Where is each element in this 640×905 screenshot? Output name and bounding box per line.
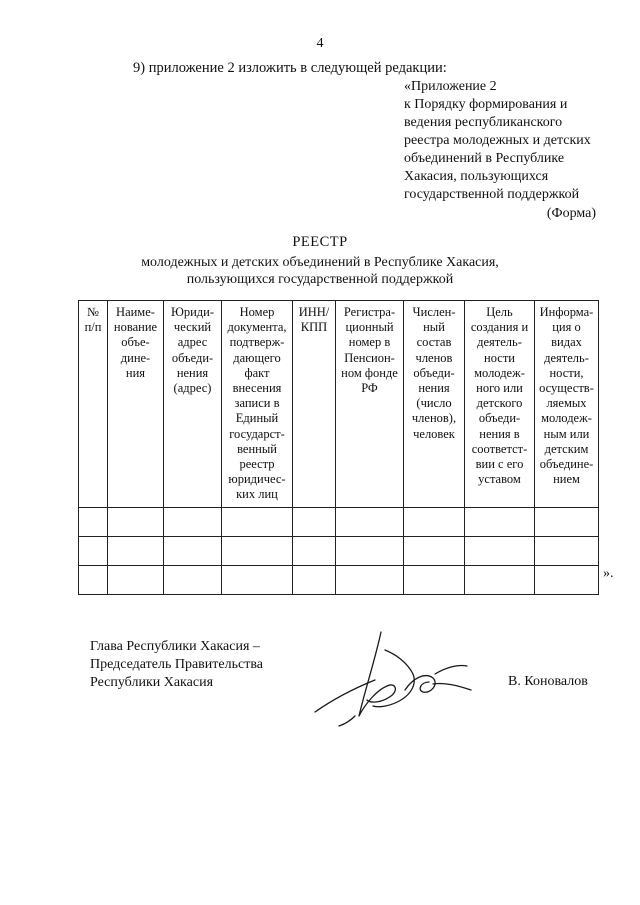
header-text-line: объе- [121,335,150,350]
header-text-line: объедине- [539,457,594,472]
appendix-line: объединений в Республике [404,151,565,166]
header-text-line: нование [113,320,158,335]
header-text-line: ИНН/ [298,305,330,319]
header-text-line: детским [544,441,589,456]
table-cell [535,507,599,536]
signatory-line-1: Глава Республики Хакасия – [90,639,260,654]
header-text-line: венный [237,441,277,456]
appendix-line: «Приложение 2 [404,79,497,94]
header-text-line: Цель [486,305,513,319]
table-cell [293,507,336,536]
header-text-line: ности, [549,365,584,380]
table-cell [465,565,535,594]
table-cell [222,565,293,594]
col-document-header [222,301,293,508]
handwritten-signature [295,620,495,730]
table-row [79,565,599,594]
header-text-line: ния [125,365,146,380]
appendix-line: ведения республиканского [404,115,563,130]
header-text-line: вии с его [475,457,524,472]
table-cell [79,507,108,536]
header-text-line: объеди- [478,411,521,426]
table-cell [336,536,404,565]
table-cell [293,565,336,594]
header-text-line: нения [418,381,450,396]
header-text-line: дающего [233,350,281,365]
registry-subtitle-line-2: пользующихся государственной поддержкой [186,272,454,287]
appendix-reference [404,78,591,204]
header-text-line: Юриди- [171,305,214,319]
amendment-intro: 9) приложение 2 изложить в следующей редакции: [133,60,447,76]
table-row [79,507,599,536]
signatory-line-2: Председатель Правительства [90,657,263,672]
table-cell [108,536,164,565]
table-cell [164,565,222,594]
col-address-header [164,301,222,508]
appendix-line: реестра молодежных и детских [404,133,591,148]
header-text-line: (число [416,396,452,411]
table-cell [222,536,293,565]
header-text-line: внесения [232,381,282,396]
header-text-line: документа, [227,320,287,335]
header-text-line: создания и [470,320,529,335]
col-activities-header [535,301,599,508]
header-text-line: ция о [552,320,581,335]
registry-subtitle [0,254,640,288]
header-text-line: молодеж- [541,411,592,426]
header-text-line: уставом [478,472,521,487]
appendix-line: государственной поддержкой [404,187,580,202]
header-text-line: деятель- [477,335,522,350]
header-text-line: объеди- [171,350,214,365]
header-text-line: РФ [361,381,378,396]
header-text-line: соответст- [471,441,528,456]
header-text-line: реестр [239,457,275,472]
table-cell [79,565,108,594]
header-text-line: человек [413,426,455,441]
header-text-line: № [87,305,99,319]
header-text-line: молодеж- [474,365,525,380]
header-text-line: ких лиц [236,487,278,502]
col-inn-header [293,301,336,508]
header-text-line: ным или [543,426,590,441]
header-text-line: государст- [229,426,285,441]
page-number: 4 [316,36,324,51]
header-text-line: Пенсион- [344,350,395,365]
header-text-line: Информа- [539,305,594,319]
col-name-header [108,301,164,508]
header-text-line: членов), [411,411,457,426]
table-cell [535,536,599,565]
header-text-line: нения в [479,426,520,441]
header-text-line: детского [476,396,523,411]
header-text-line: членов [415,350,453,365]
header-text-line: ляемых [546,396,587,411]
header-text-line: номер в [348,335,391,350]
header-text-line: Регистра- [343,305,396,319]
signatory-line-3: Республики Хакасия [90,675,214,690]
registry-subtitle-line-1: молодежных и детских объединений в Республике Хакасия, [141,255,499,270]
col-number-header [79,301,108,508]
header-text-line: записи в [234,396,280,411]
header-text-line: осуществ- [539,381,594,396]
registry-title: РЕЕСТР [292,234,348,250]
header-text-line: нием [553,472,580,487]
registry-table [78,300,599,595]
col-pension-header [336,301,404,508]
table-cell [164,507,222,536]
table-cell [164,536,222,565]
col-purpose-header [465,301,535,508]
header-text-line: (адрес) [173,381,212,396]
table-cell [404,565,465,594]
header-text-line: ционный [345,320,394,335]
table-header-row [79,301,599,508]
appendix-line: к Порядку формирования и [404,97,568,112]
table-cell [108,565,164,594]
header-text-line: ческий [173,320,212,335]
header-text-line: юридичес- [228,472,286,487]
form-label: (Форма) [546,206,596,221]
header-text-line: адрес [177,335,208,350]
appendix-line: Хакасия, пользующихся [404,169,549,184]
header-text-line: факт [244,365,270,380]
header-text-line: ности [484,350,515,365]
table-cell [222,507,293,536]
header-text-line: Единый [235,411,279,426]
header-text-line: КПП [300,320,328,335]
closing-quote: ». [603,566,614,581]
header-text-line: состав [416,335,452,350]
table-cell [336,565,404,594]
table-cell [465,536,535,565]
header-text-line: видах [551,335,582,350]
header-text-line: Числен- [412,305,456,319]
header-text-line: Номер [239,305,275,319]
table-cell [79,536,108,565]
signatory-title [90,638,263,692]
header-text-line: нения [176,365,209,380]
table-row [79,536,599,565]
col-members-header [404,301,465,508]
header-text-line: ном фонде [341,365,398,380]
table-cell [404,507,465,536]
table-cell [465,507,535,536]
table-cell [108,507,164,536]
header-text-line: ный [423,320,445,335]
table-cell [336,507,404,536]
table-cell [404,536,465,565]
header-text-line: ного или [476,381,523,396]
header-text-line: объеди- [413,365,455,380]
table-cell [293,536,336,565]
table-cell [535,565,599,594]
header-text-line: дине- [120,350,151,365]
header-text-line: п/п [84,320,102,335]
signatory-name: В. Коновалов [508,674,588,689]
header-text-line: деятель- [544,350,589,365]
header-text-line: Наиме- [116,305,155,319]
header-text-line: подтверж- [229,335,285,350]
